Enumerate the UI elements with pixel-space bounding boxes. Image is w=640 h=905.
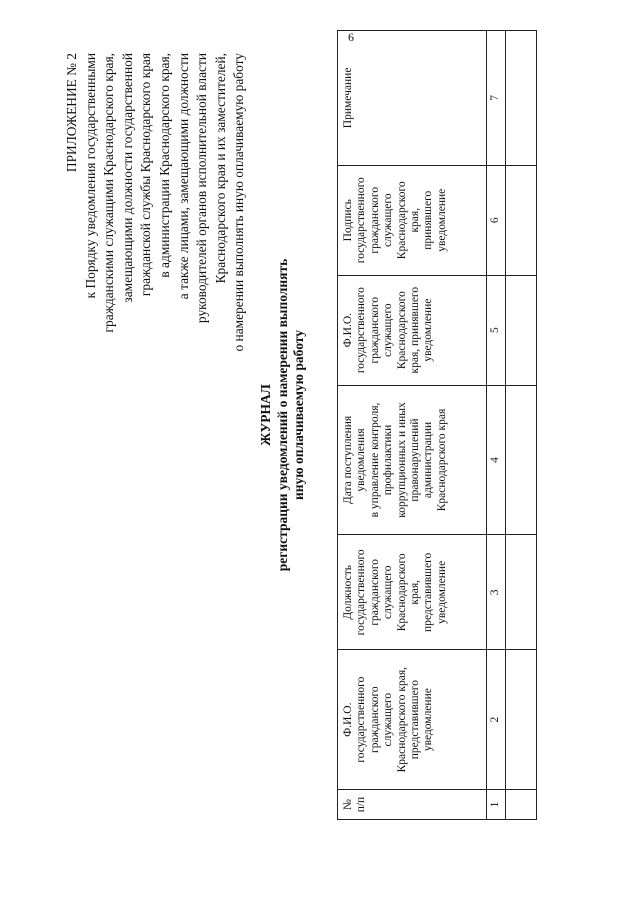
column-header: № п/п — [338, 790, 487, 820]
journal-title: ЖУРНАЛ — [258, 384, 273, 446]
table-cell — [506, 535, 537, 650]
table-cell — [506, 165, 537, 275]
appendix-line: в администрации Краснодарского края, — [156, 53, 172, 278]
page-number: 6 — [348, 30, 354, 44]
journal-heading — [258, 215, 308, 615]
column-header: Примечание — [338, 31, 487, 166]
appendix-line: замещающими должности государственной — [119, 53, 135, 303]
table-header-row — [338, 31, 487, 820]
column-header: Ф.И.О. государственного гражданского служащего Краснодарского края, принявшего уведомление — [338, 275, 487, 385]
column-header: Подпись государственного гражданского служащего Краснодарского края, принявшего уведомление — [338, 165, 487, 275]
appendix-title: ПРИЛОЖЕНИЕ № 2 — [64, 53, 79, 173]
appendix-line: о намерении выполнять иную оплачиваемую работу — [231, 53, 247, 352]
appendix-line: гражданской службы Краснодарского края — [138, 53, 154, 297]
appendix-line: руководителей органов исполнительной власти — [194, 53, 210, 324]
table-cell — [506, 385, 537, 535]
appendix-header — [63, 53, 249, 713]
column-number: 4 — [487, 385, 506, 535]
appendix-line: к Порядку уведомления государственными — [82, 53, 98, 299]
column-number: 3 — [487, 535, 506, 650]
column-number: 7 — [487, 31, 506, 166]
table-cell — [506, 31, 537, 166]
column-number: 6 — [487, 165, 506, 275]
table-cell — [506, 650, 537, 790]
journal-table — [337, 30, 537, 820]
journal-subtitle: иную оплачиваемую работу — [291, 330, 306, 500]
column-number: 1 — [487, 790, 506, 820]
journal-subtitle: регистрации уведомлений о намерении выполнять — [274, 258, 290, 572]
appendix-line: гражданскими служащими Краснодарского края, — [101, 53, 117, 333]
table-cell — [506, 790, 537, 820]
column-header: Ф.И.О. государственного гражданского служащего Краснодарского края, представившего уведомление — [338, 650, 487, 790]
column-number: 5 — [487, 275, 506, 385]
table-row — [506, 31, 537, 820]
table-cell — [506, 275, 537, 385]
column-header: Дата поступления уведомления в управление контроля, профилактики коррупционных и иных правонарушений администрации Краснодарского края — [338, 385, 487, 535]
appendix-line: Краснодарского края и их заместителей, — [212, 53, 228, 284]
column-header: Должность государственного гражданского служащего Краснодарского края, представившего уведомление — [338, 535, 487, 650]
column-number: 2 — [487, 650, 506, 790]
appendix-line: а также лицами, замещающими должности — [175, 53, 191, 300]
column-number-row — [487, 31, 506, 820]
